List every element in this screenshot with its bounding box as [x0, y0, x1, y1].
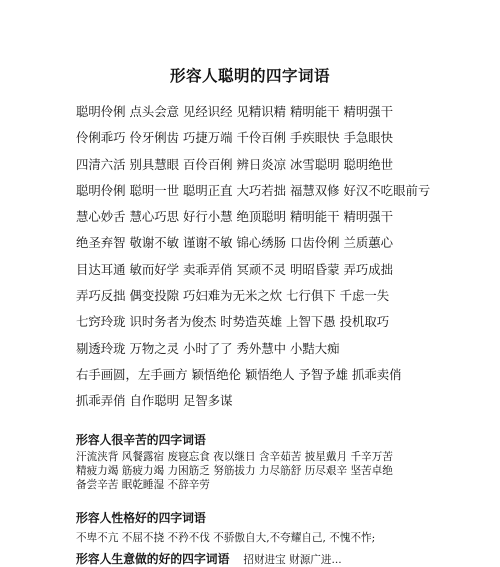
section-inline-text: 招财进宝 财源广进... — [243, 554, 342, 566]
section-heading-business — [76, 550, 342, 567]
idiom-line: 聪明伶俐 点头会意 见经识经 见精识精 精明能干 精明强干 — [76, 104, 394, 119]
idiom-line: 七窍玲珑 识时务者为俊杰 时势造英雄 上智下愚 投机取巧 — [76, 314, 390, 330]
section-row: 精疲力竭 筋疲力竭 力困筋乏 努筋拔力 力尽筋舒 历尽艰辛 坚苦卓绝 — [76, 465, 393, 477]
idiom-line: 剔透玲珑 万物之灵 小时了了 秀外慧中 小黠大痴 — [76, 340, 340, 356]
page-title: 形容人聪明的四字词语 — [169, 66, 330, 85]
idiom-list — [76, 102, 476, 418]
idiom-line: 聪明伶俐 聪明一世 聪明正直 大巧若拙 福慧双修 好汉不吃眼前亏 — [76, 182, 431, 198]
idiom-line: 抓乖弄俏 自作聪明 足智多谋 — [76, 393, 233, 409]
idiom-line: 右手画圆，左手画方 颖悟绝伦 颖悟绝人 予智予雄 抓乖卖俏 — [76, 366, 402, 382]
section-row: 备尝辛苦 眠乾睡湿 不辞辛劳 — [76, 479, 210, 491]
section-heading-good-character: 形容人性格好的四字词语 — [76, 511, 206, 525]
idiom-line: 四清六活 别具慧眼 百伶百俐 辨日炎凉 冰雪聪明 聪明绝世 — [76, 156, 394, 172]
section-heading-text: 形容人生意做的好的四字词语 — [76, 552, 230, 566]
section-row: 汗流浃背 风餐露宿 废寝忘食 夜以继日 含辛茹苦 披星戴月 千辛万苦 — [76, 451, 393, 463]
idiom-line: 目达耳通 敏而好学 卖乖弄俏 冥顽不灵 明昭昏蒙 弄巧成拙 — [76, 261, 394, 277]
idiom-line: 弄巧反拙 偶变投隙 巧妇难为无米之炊 七行俱下 千虑一失 — [76, 288, 390, 304]
section-row: 不卑不亢 不屈不挠 不矜不伐 不骄傲自大,不夸耀自己, 不愧不怍; — [76, 532, 376, 544]
section-heading-hardworking: 形容人很辛苦的四字词语 — [76, 433, 206, 447]
idiom-line: 伶俐乖巧 伶牙俐齿 巧捷万端 千伶百俐 手疾眼快 手急眼快 — [76, 130, 394, 146]
idiom-line: 绝圣弃智 敬谢不敏 谨谢不敏 锦心绣肠 口齿伶俐 兰质蕙心 — [76, 235, 394, 251]
idiom-line: 慧心妙舌 慧心巧思 好行小慧 绝顶聪明 精明能干 精明强干 — [76, 209, 394, 225]
